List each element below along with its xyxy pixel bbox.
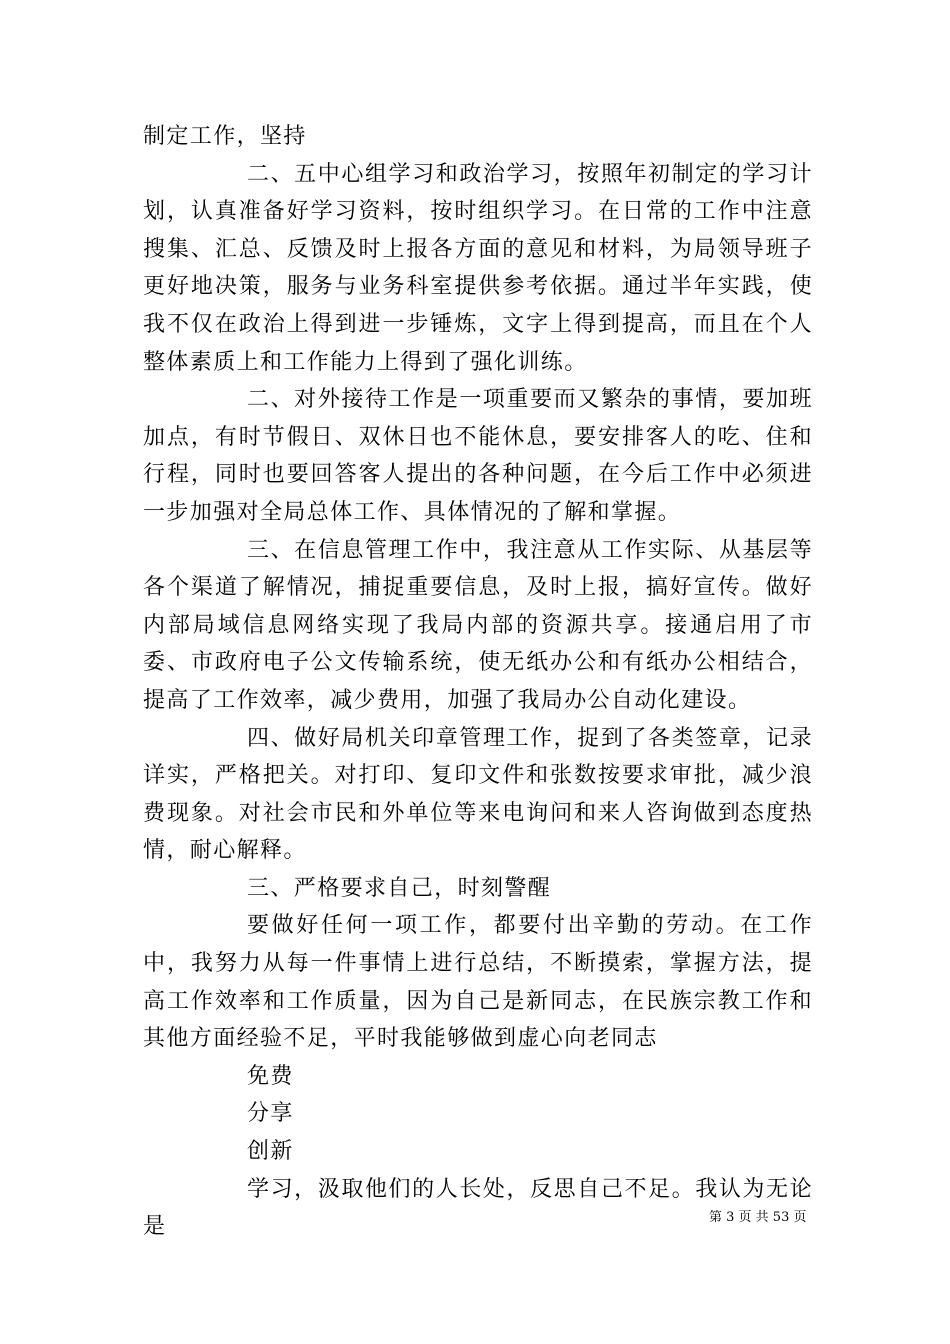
body-text [143,118,813,1246]
paragraph: 创新 [247,1139,294,1165]
section-heading: 三、严格要求自己，时刻警醒 [247,875,552,901]
paragraph: 学习，汲取他们的人长处，反思自己不足。我认为无论是 [143,1176,813,1240]
paragraph: 制定工作，坚持 [143,124,307,149]
paragraph: 分享 [247,1101,294,1127]
paragraph: 二、五中心组学习和政治学习，按照年初制定的学习计划，认真准备好学习资料，按时组织学习。在日常的工作中注意搜集、汇总、反馈及时上报各方面的意见和材料，为局领导班子更好地决策，服务与业务科室提供参考依据。通过半年实践，使我不仅在政治上得到进一步锤炼，文字上得到提高，而且在个人整体素质上和工作能力上得到了强化训练。 [143,161,813,375]
paragraph: 免费 [247,1063,294,1089]
page-number: 第 3 页 共 53 页 [709,1210,807,1225]
paragraph: 要做好任何一项工作，都要付出辛勤的劳动。在工作中，我努力从每一件事情上进行总结，不断摸索，掌握方法，提高工作效率和工作质量，因为自己是新同志，在民族宗教工作和其他方面经验不足，平时我能够做到虚心向老同志 [143,913,813,1052]
paragraph: 二、对外接待工作是一项重要而又繁杂的事情，要加班加点，有时节假日、双休日也不能休息，要安排客人的吃、住和行程，同时也要回答客人提出的各种问题，在今后工作中必须进一步加强对全局总体工作、具体情况的了解和掌握。 [143,387,813,525]
paragraph: 三、在信息管理工作中，我注意从工作实际、从基层等各个渠道了解情况，捕捉重要信息，及时上报，搞好宣传。做好内部局域信息网络实现了我局内部的资源共享。接通启用了市委、市政府电子公文传输系统，使无纸办公和有纸办公相结合，提高了工作效率，减少费用，加强了我局办公自动化建设。 [143,537,813,713]
paragraph: 四、做好局机关印章管理工作，捉到了各类签章，记录详实，严格把关。对打印、复印文件和张数按要求审批，减少浪费现象。对社会市民和外单位等来电询问和来人咨询做到态度热情，耐心解释。 [143,725,813,864]
